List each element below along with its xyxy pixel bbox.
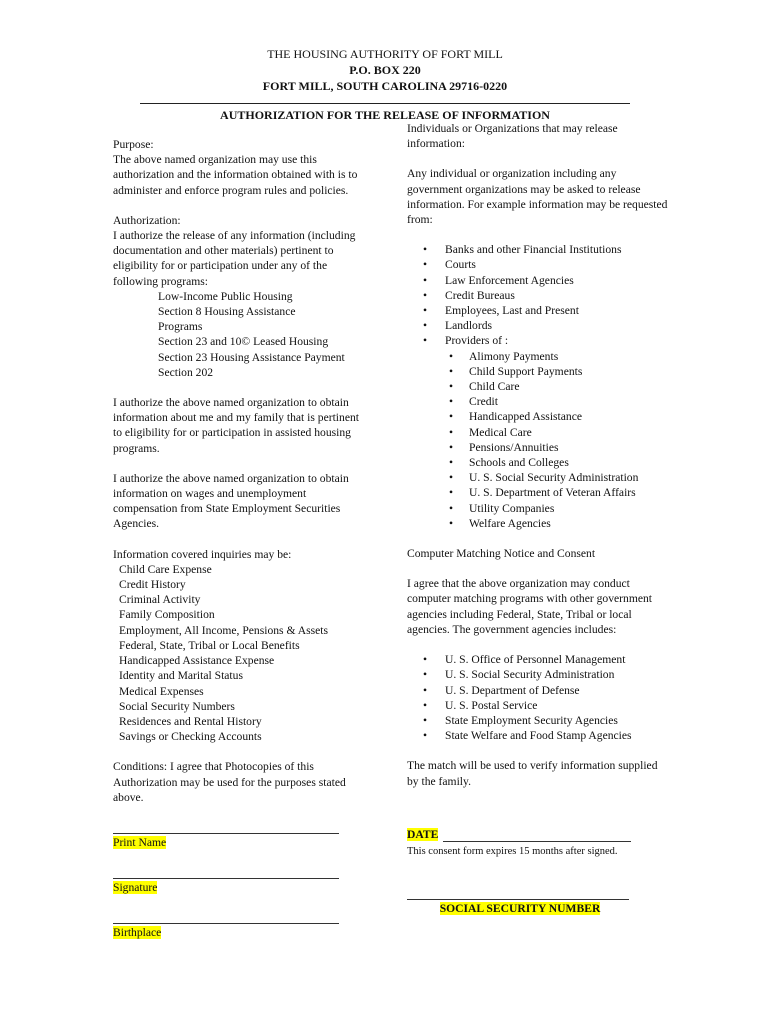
inquiries-list [113, 562, 368, 744]
program-item: Section 202 [158, 365, 214, 379]
inquiry-item: Credit History [119, 578, 186, 592]
signature-label: Signature [113, 881, 158, 894]
provider-item: • Medical Care [407, 425, 669, 440]
inquiry-item: Employment, All Income, Pensions & Assets [119, 623, 329, 637]
source-item: • Landlords [407, 318, 669, 333]
inquiry-item: Child Care Expense [119, 562, 212, 576]
inquiry-item: Identity and Marital Status [119, 669, 243, 683]
sources-list [407, 242, 669, 348]
inquiry-item: Medical Expenses [119, 684, 204, 698]
provider-item: • U. S. Department of Veteran Affairs [407, 485, 669, 500]
ssn-line[interactable] [407, 899, 629, 900]
providers-list [407, 349, 669, 531]
source-item: • Courts [407, 257, 669, 272]
program-item: Section 8 Housing Assistance [158, 305, 296, 319]
authorization-heading: Authorization: [113, 213, 181, 227]
inquiries-heading: Information covered inquiries may be: [113, 547, 292, 561]
provider-item: • Child Support Payments [407, 364, 669, 379]
program-item: Programs [158, 320, 203, 334]
source-item: • Providers of : [407, 333, 669, 348]
programs-list [113, 289, 368, 380]
date-line[interactable] [443, 841, 631, 842]
provider-item: • Handicapped Assistance [407, 409, 669, 424]
provider-item: • U. S. Social Security Administration [407, 470, 669, 485]
inquiry-item: Family Composition [119, 608, 215, 622]
right-column [407, 121, 669, 789]
signature-line[interactable] [113, 878, 339, 879]
inquiry-item: Residences and Rental History [119, 714, 262, 728]
matching-text: I agree that the above organization may conduct computer matching programs with other government agencies including Federal, State, Tribal or local agencies. The government agencies includes: [407, 577, 653, 636]
agencies-list [407, 652, 669, 743]
inquiry-item: Criminal Activity [119, 593, 201, 607]
date-label: DATE [407, 828, 439, 841]
provider-item: • Schools and Colleges [407, 455, 669, 470]
inquiry-item: Federal, State, Tribal or Local Benefits [119, 638, 300, 652]
orgs-heading: Individuals or Organizations that may release information: [407, 122, 618, 151]
source-item: • Credit Bureaus [407, 288, 669, 303]
print-name-line[interactable] [113, 833, 339, 834]
match-text: The match will be used to verify information supplied by the family. [407, 759, 658, 788]
form-title: AUTHORIZATION FOR THE RELEASE OF INFORMATION [220, 108, 550, 122]
conditions-text: Conditions: I agree that Photocopies of this Authorization may be used for the purposes stated above. [113, 760, 346, 804]
authorization-text: I authorize the release of any information (including documentation and other materials) pertinent to eligibility for or participation under any of the following programs: [113, 229, 356, 288]
provider-item: • Utility Companies [407, 501, 669, 516]
purpose-text: The above named organization may use this authorization and the information obtained with is to administer and enforce program rules and policies. [113, 153, 358, 197]
agency-item: • State Welfare and Food Stamp Agencies [407, 728, 669, 743]
matching-heading: Computer Matching Notice and Consent [407, 547, 596, 561]
provider-item: • Welfare Agencies [407, 516, 669, 531]
provider-item: • Child Care [407, 379, 669, 394]
auth-family-text: I authorize the above named organization to obtain information about me and my family that is pertinent to eligibility for or participation in assisted housing programs. [113, 396, 359, 455]
expires-text: This consent form expires 15 months after signed. [407, 846, 618, 857]
birthplace-label: Birthplace [113, 926, 162, 939]
agency-item: • State Employment Security Agencies [407, 713, 669, 728]
print-name-label: Print Name [113, 836, 167, 849]
birthplace-line[interactable] [113, 923, 339, 924]
inquiry-item: Social Security Numbers [119, 699, 235, 713]
po-box: P.O. BOX 220 [349, 63, 421, 77]
program-item: Section 23 and 10© Leased Housing [158, 335, 329, 349]
address: FORT MILL, SOUTH CAROLINA 29716-0220 [262, 79, 508, 93]
agency-item: • U. S. Office of Personnel Management [407, 652, 669, 667]
source-item: • Employees, Last and Present [407, 303, 669, 318]
orgs-text: Any individual or organization including any government organizations may be asked to release information. For example information may be requested from: [407, 167, 668, 227]
purpose-heading: Purpose: [113, 138, 154, 151]
left-column [113, 137, 368, 805]
source-item: • Banks and other Financial Institutions [407, 242, 669, 257]
provider-item: • Alimony Payments [407, 349, 669, 364]
auth-wages-text: I authorize the above named organization to obtain information on wages and unemployment compensation from State Employment Securities Agencies. [113, 471, 349, 531]
agency-item: • U. S. Social Security Administration [407, 667, 669, 682]
agency-item: • U. S. Postal Service [407, 698, 669, 713]
program-item: Section 23 Housing Assistance Payment [158, 350, 345, 364]
provider-item: • Credit [407, 394, 669, 409]
program-item: Low-Income Public Housing [158, 289, 293, 303]
source-item: • Law Enforcement Agencies [407, 273, 669, 288]
ssn-label: SOCIAL SECURITY NUMBER [439, 902, 601, 915]
header-rule [140, 103, 630, 104]
org-name: THE HOUSING AUTHORITY OF FORT MILL [267, 47, 503, 61]
inquiry-item: Handicapped Assistance Expense [119, 654, 275, 668]
provider-item: • Pensions/Annuities [407, 440, 669, 455]
inquiry-item: Savings or Checking Accounts [119, 730, 262, 744]
agency-item: • U. S. Department of Defense [407, 683, 669, 698]
